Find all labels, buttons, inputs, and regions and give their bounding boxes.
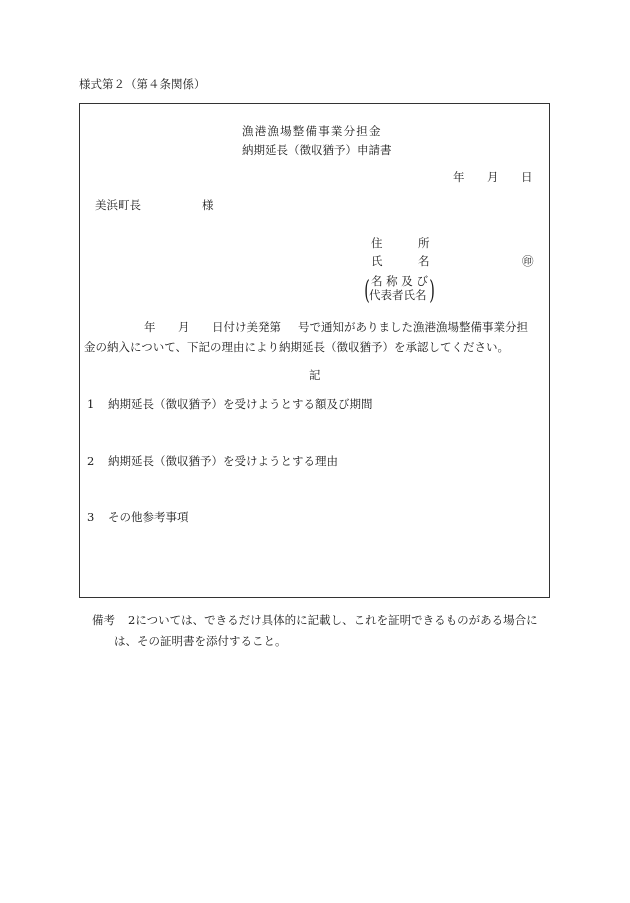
address-label-char1: 住 <box>371 236 383 250</box>
ki-heading: 記 <box>309 368 321 382</box>
remarks-label: 備考 <box>92 613 115 627</box>
addressee: 美浜町長 <box>95 198 141 212</box>
date-day: 日 <box>521 170 533 184</box>
form-title-line2: 納期延長（徴収猶予）申請書 <box>242 143 392 157</box>
item-2-text: 納期延長（徴収猶予）を受けようとする理由 <box>108 454 338 468</box>
body-date-year: 年 <box>144 320 156 334</box>
body-date-month: 月 <box>178 320 190 334</box>
body-reference: 日付け美発第 <box>212 320 281 334</box>
name-label-char1: 氏 <box>371 254 383 268</box>
left-paren-bracket: ( <box>364 276 370 306</box>
item-3-text: その他参考事項 <box>108 510 189 524</box>
address-label-char2: 所 <box>418 236 430 250</box>
body-text-continued: 号で通知がありました漁港漁場整備事業分担 <box>298 320 528 334</box>
item-2-number: 2 <box>87 454 95 468</box>
representative-note-line2: 代表者氏名 <box>369 288 427 302</box>
item-3-number: 3 <box>87 510 95 524</box>
item-1-number: 1 <box>87 397 95 411</box>
form-number: 様式第２（第４条関係） <box>79 77 206 91</box>
item-1-text: 納期延長（徴収猶予）を受けようとする額及び期間 <box>108 397 373 411</box>
remarks-line1: 2については、できるだけ具体的に記載し、これを証明できるものがある場合に <box>128 613 538 627</box>
date-year: 年 <box>453 170 465 184</box>
representative-note-line1: 名 称 及 び <box>371 274 428 288</box>
seal-mark: ㊞ <box>522 254 534 268</box>
remarks-line2: は、その証明書を添付すること。 <box>114 634 287 648</box>
form-title-line1: 漁港漁場整備事業分担金 <box>242 124 382 138</box>
name-label-char2: 名 <box>418 254 430 268</box>
body-text-line2: 金の納入について、下記の理由により納期延長（徴収猶予）を承認してください。 <box>84 340 510 354</box>
right-paren-bracket: ) <box>429 276 435 306</box>
honorific: 様 <box>202 198 214 212</box>
date-month: 月 <box>487 170 499 184</box>
